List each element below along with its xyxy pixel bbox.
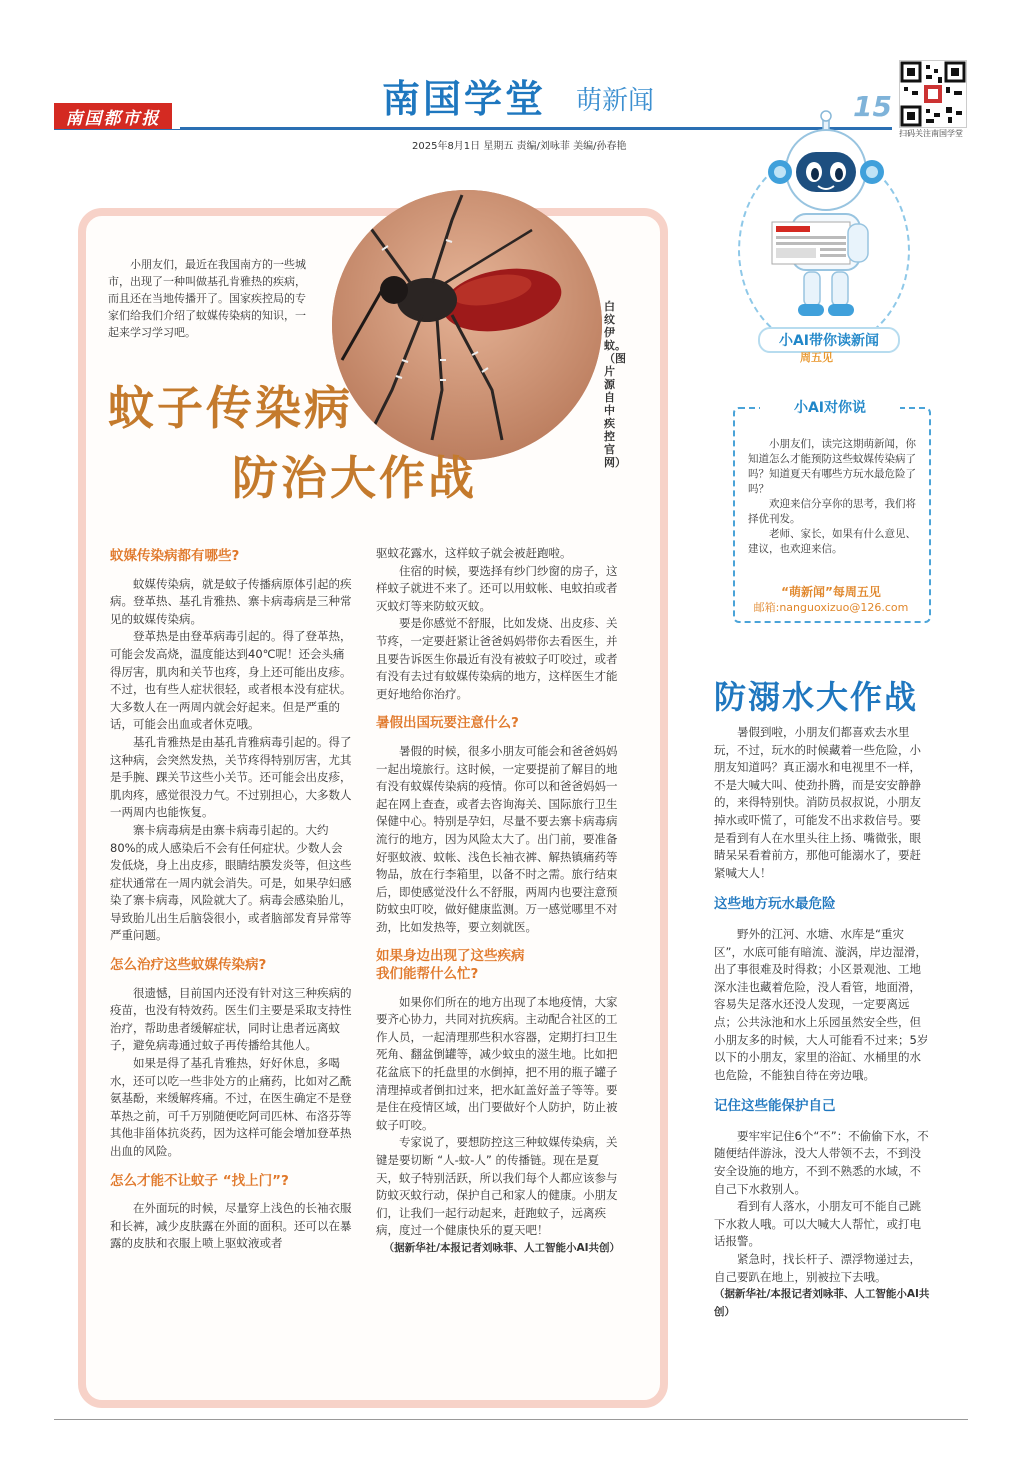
section-heading: 记住这些能保护自己 — [714, 1098, 836, 1115]
paragraph: 要是你感觉不舒服，比如发烧、出皮疹、关节疼，一定要赶紧让爸爸妈妈带你去看医生，并且要告诉医生你最近有没有被蚊子叮咬过，或者有没有去过有蚊媒传染病的地方，这样医生才能更好地给你治疗。 — [376, 616, 618, 701]
article-source: （据新华社/本报记者刘咏菲、人工智能小AI共创） — [383, 1241, 620, 1254]
paragraph: 基孔肯雅热是由基孔肯雅病毒引起的。得了这种病，会突然发热，关节疼得特别厉害，尤其是手腕、踝关节这些小关节。还可能会出皮疹，肌肉疼，感觉很没力气。不过别担心，大多数人一两周内也能恢复。 — [110, 734, 352, 820]
paragraph: 野外的江河、水塘、水库是“重灾区”，水底可能有暗流、漩涡，岸边湿滑，出了事很难及时得救；小区景观池、工地深水洼也藏着危险，没人看管，地面滑，容易失足落水还没人发现，一定要离远点；公共泳池和水上乐园虽然安全些，但小朋友多的时候，大人可能看不过来；5岁以下的小朋友，家里的浴缸、水桶里的水也危险，不能独自待在旁边哦。 — [714, 926, 929, 1082]
drowning-article-title: 防溺水大作战 — [714, 678, 919, 716]
paragraph: 住宿的时候，要选择有纱门纱窗的房子，这样蚊子就进不来了。还可以用蚊帐、电蚊拍或者灭蚊灯等来防蚊灭蚊。 — [376, 563, 618, 613]
robot-label: 小AI带你读新闻 — [758, 327, 900, 353]
paragraph: 驱蚊花露水，这样蚊子就会被赶跑啦。 — [376, 546, 572, 560]
paragraph: 在外面玩的时候，尽量穿上浅色的长袖衣服和长裤，减少皮肤露在外面的面积。还可以在暴露的皮肤和衣服上喷上驱蚊液或者 — [110, 1201, 352, 1251]
article-title-line2: 防治大作战 — [232, 451, 477, 505]
newspaper-logo: 南国都市报 — [54, 103, 172, 129]
photo-caption: 白纹伊蚊。（图片源自中疾控官网） — [604, 300, 626, 469]
mosquito-photo — [332, 190, 602, 460]
talk-box-text — [748, 437, 916, 557]
section-heading: 怎么治疗这些蚊媒传染病? — [110, 957, 267, 974]
talk-paragraph: 老师、家长，如果有什么意见、建议，也欢迎来信。 — [748, 528, 916, 555]
talk-email[interactable]: 邮箱:nanguoxizuo@126.com — [753, 601, 909, 614]
article-column-right — [376, 545, 620, 1258]
page-number: 15 — [853, 90, 892, 123]
masthead-title: 南国学堂 — [382, 77, 547, 121]
section-heading: 蚊媒传染病都有哪些? — [110, 548, 240, 564]
article-title-line1: 蚊子传染病 — [108, 381, 353, 435]
talk-paragraph: 欢迎来信分享你的思考，我们将择优刊发。 — [748, 498, 916, 525]
paragraph: 如果你们所在的地方出现了本地疫情，大家要齐心协力，共同对抗疾病。主动配合社区的工作人员，一起清理那些积水容器，定期打扫卫生死角、翻盆倒罐等，减少蚊虫的滋生地。比如把花盆底下的托盘里的水倒掉，把不用的瓶子罐子清理掉或者倒扣过来，把水缸盖好盖子等等。要是住在疫情区域，出门要做好个人防护，防止被蚊子叮咬。 — [376, 994, 618, 1132]
section-heading: 如果身边出现了这些疾病 — [376, 948, 525, 965]
article-column-left — [110, 536, 354, 1253]
paragraph: 暑假到啦，小朋友们都喜欢去水里玩，不过，玩水的时候藏着一些危险，小朋友知道吗？真正溺水和电视里不一样，不是大喊大叫、使劲扑腾，而是安安静静的，来得特别快。消防员叔叔说，小朋友掉水或吓慌了，可能发不出求救信号。要是看到有人在水里头往上扬、嘴微张，眼睛呆呆看着前方，那他可能溺水了，要赶紧喊大人！ — [714, 725, 921, 880]
paragraph: 登革热是由登革病毒引起的。得了登革热，可能会发高烧，温度能达到40℃呢！还会头痛得厉害，肌肉和关节也疼，身上还可能出皮疹。不过，也有些人症状很轻，或者根本没有症状。大多数人在一两周内就会好起来。但是严重的话，可能会出血或者休克哦。 — [110, 629, 352, 732]
talk-paragraph: 小朋友们，读完这期萌新闻，你知道怎么才能预防这些蚊媒传染病了吗？知道夏天有哪些方玩水最危险了吗？ — [748, 438, 916, 495]
section-heading: 暑假出国玩要注意什么? — [376, 715, 519, 732]
paragraph: 看到有人落水，小朋友可不能自己跳下水救人哦。可以大喊大人帮忙，或打电话报警。 — [714, 1199, 921, 1249]
paragraph: 暑假的时候，很多小朋友可能会和爸爸妈妈一起出境旅行。这时候，一定要提前了解目的地有没有蚊媒传染病的疫情。你可以和爸爸妈妈一起在网上查查，或者去咨询海关、国际旅行卫生保健中心。特别是孕妇，尽量不要去寨卡病毒病流行的地方，因为风险太大了。出门前，要准备好驱蚊液、蚊帐、浅色长袖衣裤、解热镇痛药等物品，放在行李箱里，以备不时之需。旅行结束后，即使感觉没什么不舒服，两周内也要注意预防蚊虫叮咬，做好健康监测。万一感觉哪里不对劲，比如发热等，要立刻就医。 — [376, 743, 618, 934]
paragraph: 很遗憾，目前国内还没有针对这三种疾病的疫苗，也没有特效药。医生们主要是采取支持性治疗，帮助患者缓解症状，同时让患者远离蚊子，避免病毒通过蚊子再传播给其他人。 — [110, 985, 352, 1053]
bottom-rule — [54, 1419, 968, 1420]
qr-caption: 扫码关注南国学堂 — [899, 129, 963, 138]
paragraph: 蚊媒传染病，就是蚊子传播病原体引起的疾病。登革热、基孔肯雅热、寨卡病毒病是三种常见的蚊媒传染病。 — [110, 576, 352, 626]
robot-mascot-icon — [752, 110, 902, 335]
qr-code-icon[interactable] — [899, 60, 967, 128]
article-source: （据新华社/本报记者刘咏菲、人工智能小AI共创） — [714, 1288, 930, 1318]
robot-schedule: 周五见 — [800, 351, 833, 364]
article-intro — [108, 256, 306, 341]
section-heading: 我们能帮什么忙? — [376, 966, 479, 983]
section-heading: 怎么才能不让蚊子 “找上门”? — [110, 1172, 289, 1189]
paragraph: 寨卡病毒病是由寨卡病毒引起的。大约80%的成人感染后不会有任何症状。少数人会发低烧，身上出皮疹，眼睛结膜发炎等，但这些症状通常在一周内就会消失。可是，如果孕妇感染了寨卡病毒，风险就大了。病毒会感染胎儿，导致胎儿出生后脑袋很小，或者脑部发育异常等严重问题。 — [110, 822, 352, 943]
drowning-article-body — [714, 724, 931, 1321]
section-heading: 这些地方玩水最危险 — [714, 896, 836, 913]
paragraph: 紧急时，找长杆子、漂浮物递过去，自己要趴在地上，别被拉下去哦。 — [714, 1252, 921, 1284]
paragraph: 如果是得了基孔肯雅热，好好休息，多喝水，还可以吃一些非处方的止痛药，比如对乙酰氨基酚，来缓解疼痛。不过，在医生确定不是登革热之前，可千万别随便吃阿司匹林、布洛芬等其他非甾体抗炎药，因为这样可能会增加登革热出血的风险。 — [110, 1056, 352, 1158]
talk-box-title: 小AI对你说 — [760, 397, 900, 417]
dateline: 2025年8月1日 星期五 责编/刘咏菲 美编/孙春艳 — [412, 141, 627, 152]
masthead-subtitle: 萌新闻 — [576, 86, 655, 116]
paragraph: 要牢牢记住6个“不”：不偷偷下水，不随便结伴游泳，没大人带领不去，不到没安全设施的地方，不到不熟悉的水域，不自己下水救别人。 — [714, 1128, 929, 1196]
talk-weekly-note: “萌新闻”每周五见 — [781, 585, 881, 599]
intro-text: 小朋友们，最近在我国南方的一些城市，出现了一种叫做基孔肯雅热的疾病，而且还在当地传播开了。国家疾控局的专家们给我们介绍了蚊媒传染病的知识，一起来学习学习吧。 — [108, 258, 306, 339]
paragraph: 专家说了，要想防控这三种蚊媒传染病，关键是要切断 “人-蚊-人” 的传播链。现在是夏天，蚊子特别活跃，所以我们每个人都应该参与防蚊灭蚊行动，保护自己和家人的健康。小朋友们，让我们一起行动起来，赶跑蚊子，远离疾病，度过一个健康快乐的夏天吧！ — [376, 1135, 618, 1238]
